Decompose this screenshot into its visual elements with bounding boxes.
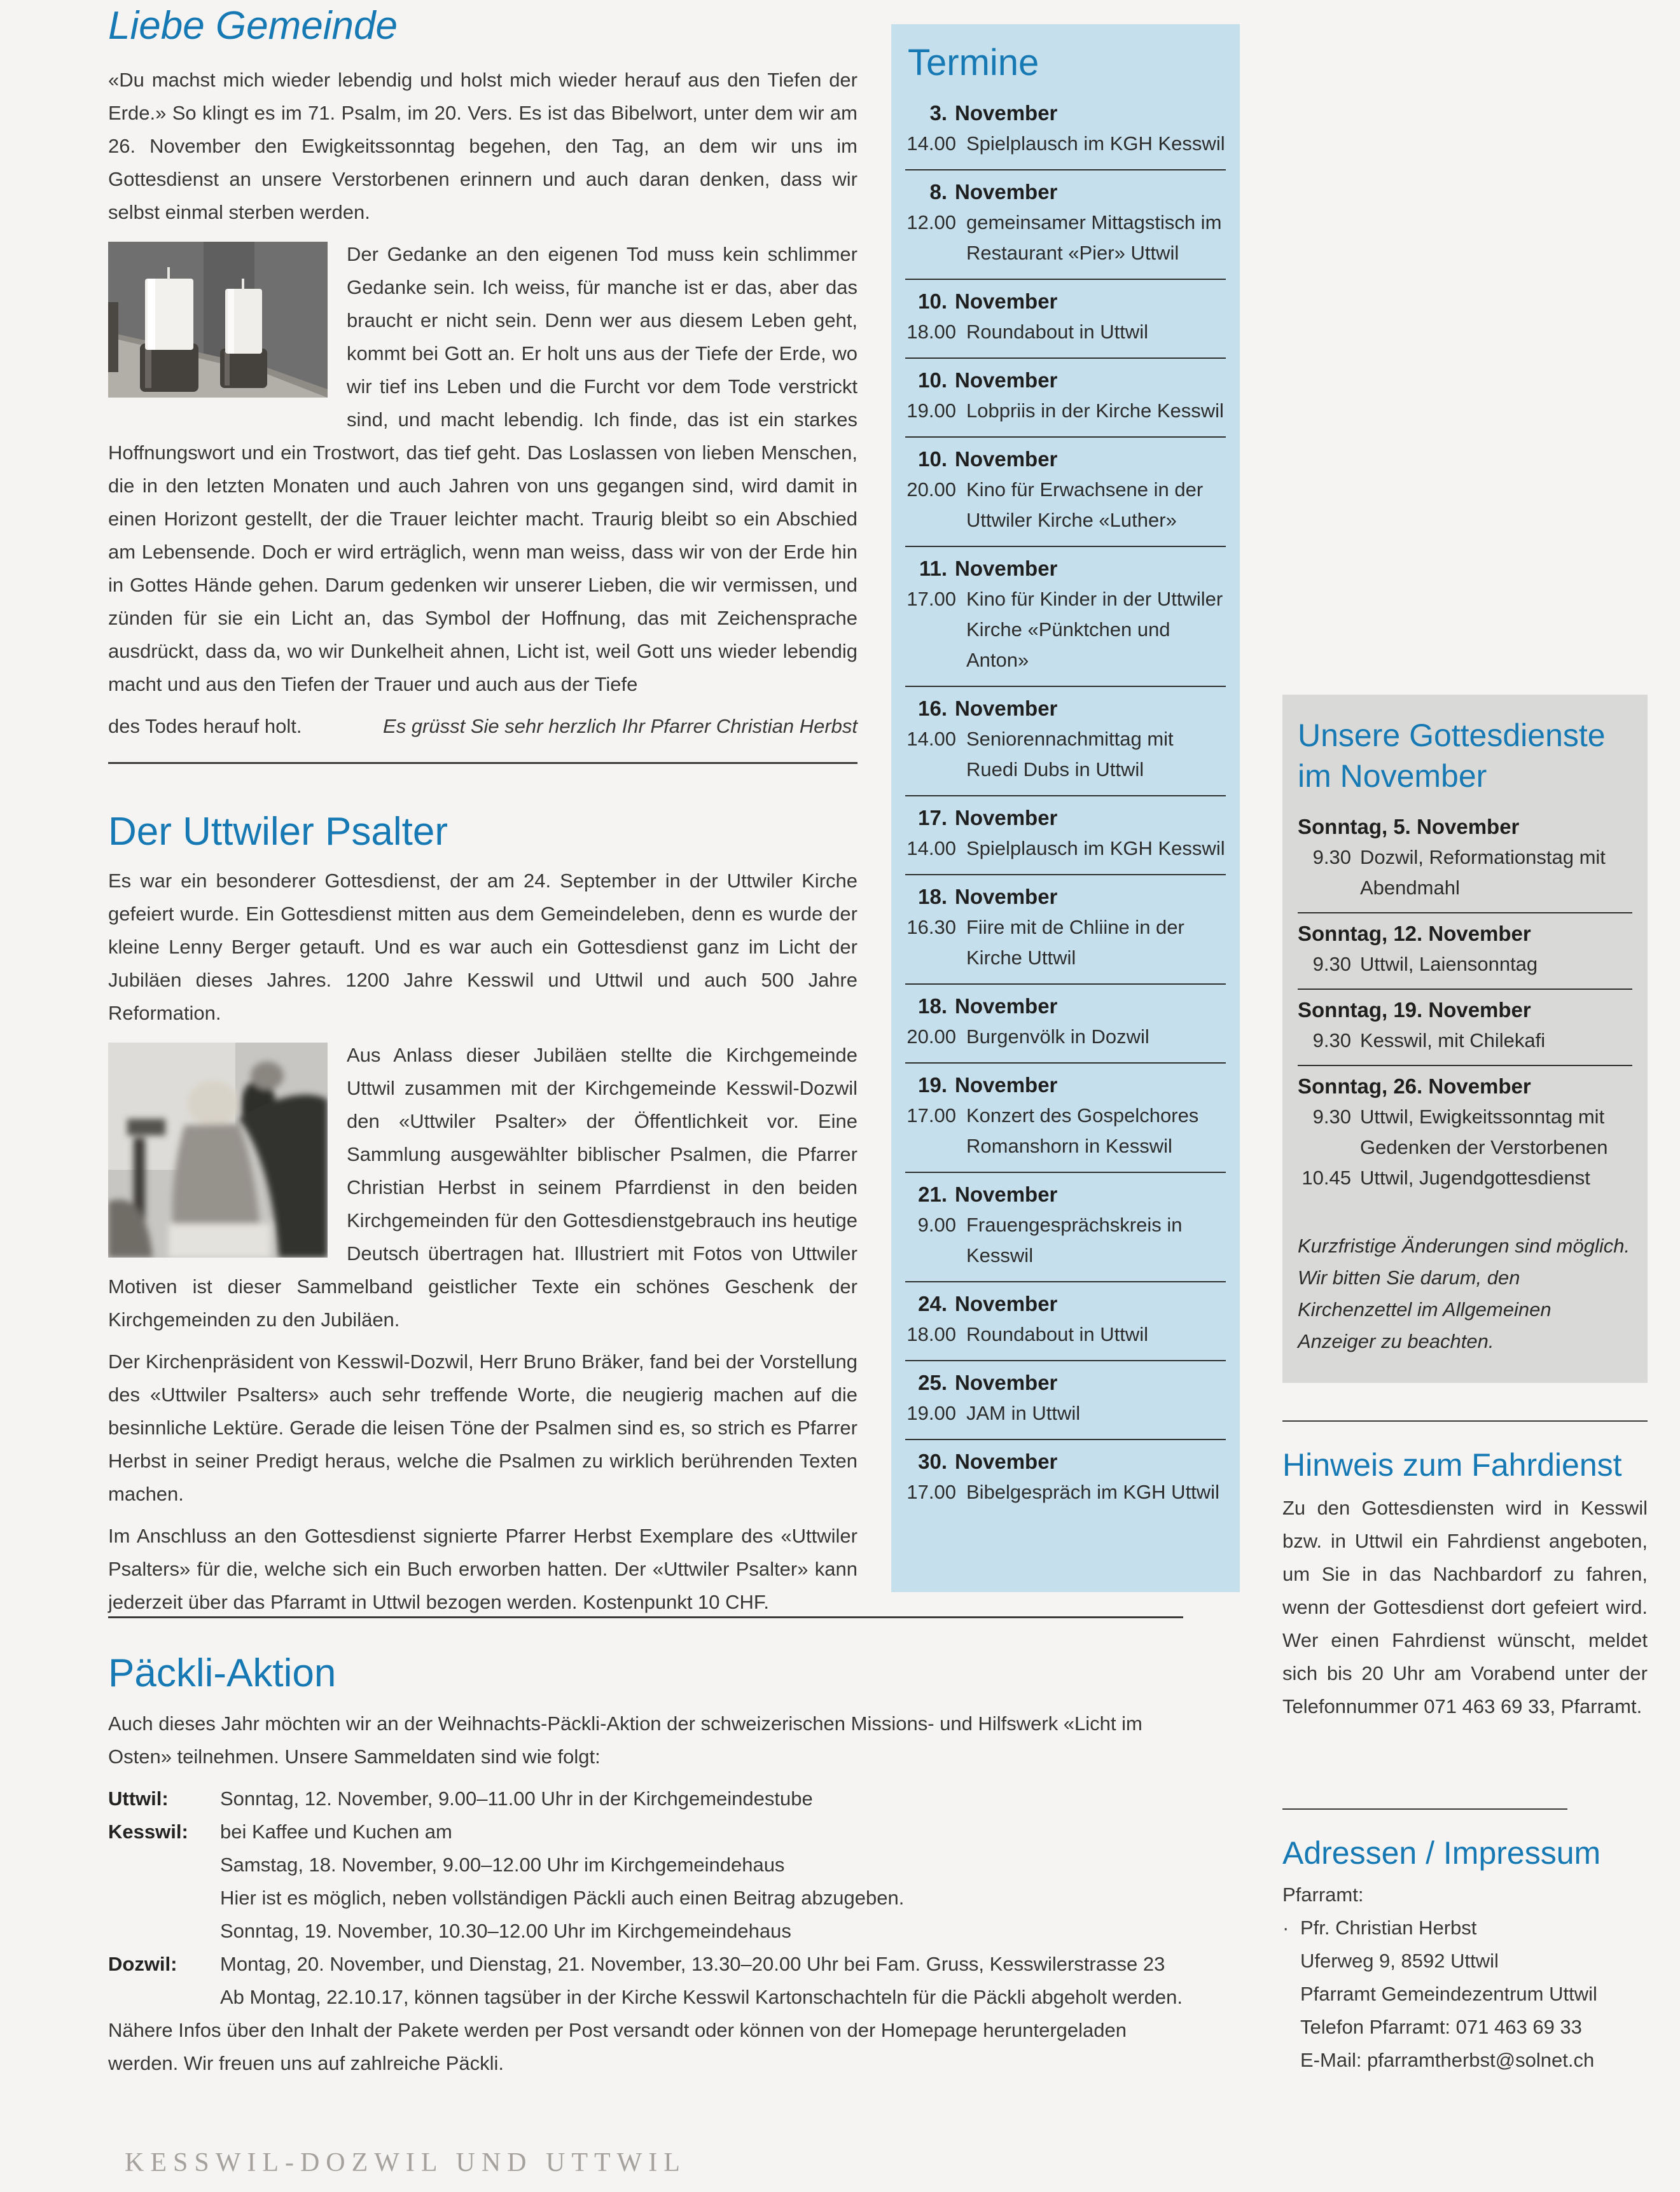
fahrdienst-section — [1282, 1420, 1648, 1723]
paeckli-date-line: Ab Montag, 22.10.17, können tagsüber in der Kirche Kesswil Kartonschachteln für die Päckli abgeholt werden. — [220, 1986, 1183, 2008]
impressum-subtitle: Pfarramt: — [1282, 1883, 1364, 1906]
service-day: Sonntag, 26. November — [1298, 1074, 1531, 1098]
event-date-month: November — [955, 1450, 1058, 1473]
psalter-paragraph-2-block — [108, 1039, 857, 1336]
section-title-paeckli: Päckli-Aktion — [108, 1651, 337, 1695]
service-time: 10.45 — [1302, 1167, 1351, 1189]
termine-box — [891, 24, 1240, 1592]
paeckli-collection-dates — [108, 1782, 1183, 2014]
event-row — [905, 1398, 1226, 1429]
event-row — [905, 128, 1226, 159]
event-date — [905, 693, 1226, 724]
fahrdienst-title: Hinweis zum Fahrdienst — [1282, 1447, 1622, 1483]
event-date-month: November — [955, 101, 1058, 125]
services-title: Unsere Gottesdienste im November — [1298, 718, 1606, 794]
event-date-month: November — [955, 557, 1058, 580]
event-date — [905, 1070, 1226, 1100]
event-date-number: 19. — [918, 1073, 947, 1097]
termine-entry — [905, 359, 1226, 438]
event-text: Roundabout in Uttwil — [966, 1323, 1149, 1345]
liebe-gemeinde-paragraph-2-block — [108, 238, 857, 701]
paeckli-location-label: Dozwil: — [108, 1953, 177, 1975]
event-text: Lobpriis in der Kirche Kesswil — [966, 399, 1224, 422]
event-text: Konzert des Gospelchores Romanshorn in Kesswil — [966, 1104, 1199, 1157]
event-time: 14.00 — [906, 132, 956, 155]
event-text: Roundabout in Uttwil — [966, 321, 1149, 343]
event-time: 19.00 — [906, 1402, 956, 1424]
termine-entry — [905, 985, 1226, 1064]
paeckli-outro: Nähere Infos über den Inhalt der Pakete werden per Post versandt oder können von der Homepage heruntergeladen werden. Wir freuen uns auf zahlreiche Päckli. — [108, 2019, 1127, 2074]
event-date-month: November — [955, 885, 1058, 908]
event-date — [905, 1368, 1226, 1398]
paeckli-row-lines — [220, 1948, 1183, 2014]
service-text: Uttwil, Ewigkeitssonntag mit Gedenken der Verstorbenen — [1360, 1106, 1608, 1158]
impressum-contact-line: Pfarramt Gemeindezentrum Uttwil — [1300, 1983, 1597, 2005]
termine-entry — [905, 92, 1226, 170]
event-row — [905, 207, 1226, 268]
event-date-month: November — [955, 289, 1058, 313]
event-time: 12.00 — [906, 211, 956, 233]
paeckli-date-line: Montag, 20. November, und Dienstag, 21. November, 13.30–20.00 Uhr bei Fam. Gruss, Kesswilerstrasse 23 — [220, 1953, 1165, 1975]
signature-row — [108, 710, 857, 743]
service-text: Uttwil, Laiensonntag — [1360, 953, 1538, 975]
psalter-paragraph-4: Im Anschluss an den Gottesdienst signierte Pfarrer Herbst Exemplare des «Uttwiler Psalters» für die, welche sich ein Buch erworben hatten. Der «Uttwiler Psalter» kann jederzeit über das Pfarramt in Uttwil bezogen werden. Kostenpunkt 10 CHF. — [108, 1525, 857, 1613]
impressum-title: Adressen / Impressum — [1282, 1835, 1601, 1871]
event-date — [905, 286, 1226, 317]
event-date-number: 17. — [918, 806, 947, 829]
event-text: Seniorennachmittag mit Ruedi Dubs in Uttwil — [966, 728, 1174, 780]
termine-entry — [905, 687, 1226, 796]
termine-entry — [905, 875, 1226, 985]
paeckli-row-lines — [220, 1815, 1183, 1948]
event-date-month: November — [955, 180, 1058, 204]
event-row — [905, 584, 1226, 676]
event-row — [905, 1319, 1226, 1350]
event-row — [905, 396, 1226, 426]
event-date — [905, 365, 1226, 396]
event-date-number: 25. — [918, 1371, 947, 1394]
event-text: JAM in Uttwil — [966, 1402, 1081, 1424]
event-text: Kino für Erwachsene in der Uttwiler Kirche «Luther» — [966, 478, 1204, 531]
page-footer-masthead: KESSWIL-DOZWIL UND UTTWIL — [125, 2148, 686, 2177]
impressum-section — [1282, 1808, 1648, 2077]
paeckli-date-line: Hier ist es möglich, neben vollständigen Päckli auch einen Beitrag abzugeben. — [220, 1887, 905, 1909]
service-time: 9.30 — [1312, 846, 1351, 868]
event-time: 18.00 — [906, 1323, 956, 1345]
event-date-number: 10. — [918, 447, 947, 471]
paeckli-intro: Auch dieses Jahr möchten wir an der Weihnachts-Päckli-Aktion der schweizerischen Missions- und Hilfswerk «Licht im Osten» teilnehmen. Unsere Sammeldaten sind wie folgt: — [108, 1712, 1142, 1768]
impressum-contact-line — [1282, 1911, 1648, 1945]
psalter-paragraph-3: Der Kirchenpräsident von Kesswil-Dozwil, Herr Bruno Bräker, fand bei der Vorstellung des «Uttwiler Psalters» auch sehr treffende Worte, die neugierig machen auf die besinnliche Lektüre. Gerade die leisen Töne der Psalmen sind es, so strich es Pfarrer Herbst in seiner Predigt heraus, welche die Psalmen zu wirklich berührenden Texten machen. — [108, 1350, 857, 1505]
service-text: Dozwil, Reformationstag mit Abendmahl — [1360, 846, 1606, 899]
services-box — [1282, 695, 1648, 1383]
event-date-month: November — [955, 1073, 1058, 1097]
paeckli-date-line: Samstag, 18. November, 9.00–12.00 Uhr im Kirchgemeindehaus — [220, 1854, 785, 1876]
liebe-gemeinde-paragraph-2: Der Gedanke an den eigenen Tod muss kein schlimmer Gedanke sein. Ich weiss, für manche ist er das, aber das braucht er nicht sein. Denn wer aus diesem Leben geht, kommt bei Gott an. Er holt uns aus der Tiefe der Erde, wo wir tief ins Leben und die Furcht vor dem Tode verstrickt sind, und macht lebendig. Ich finde, das ist ein starkes Hoffnungswort und ein Trostwort, das tief geht. Das Loslassen von lieben Menschen, die in den letzten Monaten und auch Jahren von uns gegangen sind, wird damit in einen Horizont gestellt, der die Trauer leichter macht. Traurig bleibt so ein Abschied am Lebensende. Doch er wird erträglich, wenn man weiss, dass wir von der Erde hin in Gottes Hände gehen. Darum gedenken wir unserer Lieben, die wir vermissen, und zünden für sie ein Licht an, das Symbol der Hoffnung, das mit Zeichensprache ausdrückt, dass da, wo wir Dunkelheit ahnen, Licht ist, weil Gott uns wieder lebendig macht und aus den Tiefen der Trauer und auch aus der Tiefe — [108, 243, 857, 695]
termine-entry — [905, 796, 1226, 875]
service-time: 9.30 — [1312, 1029, 1351, 1051]
event-time: 17.00 — [906, 1481, 956, 1503]
event-date-number: 10. — [918, 289, 947, 313]
event-date-month: November — [955, 994, 1058, 1018]
termine-list — [905, 92, 1226, 1518]
list-bullet: · — [1282, 1917, 1289, 1939]
event-date-month: November — [955, 806, 1058, 829]
event-text: gemeinsamer Mittagstisch im Restaurant «Pier» Uttwil — [966, 211, 1222, 264]
termine-entry — [905, 280, 1226, 359]
service-text: Kesswil, mit Chilekafi — [1360, 1029, 1546, 1051]
impressum-contact-line: Uferweg 9, 8592 Uttwil — [1300, 1950, 1499, 1972]
event-text: Frauengesprächskreis in Kesswil — [966, 1214, 1183, 1266]
event-date — [905, 1289, 1226, 1319]
service-row — [1298, 949, 1632, 980]
event-date-month: November — [955, 1371, 1058, 1394]
event-row — [905, 1022, 1226, 1052]
service-entry — [1298, 807, 1632, 913]
services-list — [1298, 807, 1632, 1202]
event-date-month: November — [955, 697, 1058, 720]
event-text: Spielplausch im KGH Kesswil — [966, 837, 1225, 859]
paeckli-location-label: Uttwil: — [108, 1787, 169, 1810]
section-divider-rule — [108, 762, 857, 764]
event-text: Bibelgespräch im KGH Uttwil — [966, 1481, 1219, 1503]
event-date-month: November — [955, 447, 1058, 471]
paeckli-location-label: Kesswil: — [108, 1821, 188, 1843]
paeckli-date-line: bei Kaffee und Kuchen am — [220, 1821, 452, 1843]
event-text: Kino für Kinder in der Uttwiler Kirche «Pünktchen und Anton» — [966, 588, 1223, 671]
event-date-number: 3. — [929, 101, 947, 125]
service-entry — [1298, 913, 1632, 990]
service-time: 9.30 — [1312, 953, 1351, 975]
event-row — [905, 317, 1226, 347]
event-date-number: 18. — [918, 994, 947, 1018]
event-time: 20.00 — [906, 478, 956, 501]
event-date — [905, 444, 1226, 475]
service-text: Uttwil, Jugendgottesdienst — [1360, 1167, 1590, 1189]
paeckli-row-lines — [220, 1782, 1183, 1815]
pastor-signature: Es grüsst Sie sehr herzlich Ihr Pfarrer Christian Herbst — [383, 715, 857, 737]
termine-entry — [905, 1361, 1226, 1440]
event-time: 17.00 — [906, 1104, 956, 1127]
event-date-number: 24. — [918, 1292, 947, 1315]
event-time: 9.00 — [917, 1214, 956, 1236]
paeckli-row — [108, 1948, 1183, 2014]
paeckli-row — [108, 1782, 1183, 1815]
fahrdienst-body: Zu den Gottesdiensten wird in Kesswil bzw. in Uttwil ein Fahrdienst angeboten, um Sie in das Nachbardorf zu fahren, wenn der Gottesdienst dort gefeiert wird. Wer einen Fahrdienst wünscht, meldet sich bis 20 Uhr am Vorabend unter der Telefonnummer 071 463 69 33, Pfarramt. — [1282, 1497, 1648, 1717]
event-time: 14.00 — [906, 728, 956, 750]
event-date — [905, 1179, 1226, 1210]
event-date — [905, 882, 1226, 912]
event-date-number: 21. — [918, 1183, 947, 1206]
termine-entry — [905, 547, 1226, 687]
event-row — [905, 475, 1226, 536]
event-date — [905, 991, 1226, 1022]
event-date-number: 10. — [918, 368, 947, 392]
impressum-contact-line: Telefon Pfarramt: 071 463 69 33 — [1300, 2016, 1582, 2038]
service-entry — [1298, 1066, 1632, 1202]
event-row — [905, 1477, 1226, 1508]
service-row — [1298, 1025, 1632, 1056]
event-date — [905, 553, 1226, 584]
service-day: Sonntag, 19. November — [1298, 998, 1531, 1022]
termine-entry — [905, 438, 1226, 547]
event-date-month: November — [955, 1183, 1058, 1206]
impressum-contact-line: E-Mail: pfarramtherbst@solnet.ch — [1300, 2049, 1595, 2071]
service-row — [1298, 1163, 1632, 1193]
service-row — [1298, 842, 1632, 903]
impressum-contact-name: Pfr. Christian Herbst — [1300, 1917, 1477, 1939]
termine-title: Termine — [908, 42, 1039, 83]
service-time: 9.30 — [1312, 1106, 1351, 1128]
paeckli-date-line: Sonntag, 19. November, 10.30–12.00 Uhr im Kirchgemeindehaus — [220, 1920, 791, 1942]
event-row — [905, 724, 1226, 785]
termine-entry — [905, 1173, 1226, 1282]
paragraph-last-line: des Todes herauf holt. — [108, 715, 302, 737]
paeckli-section — [108, 1616, 1183, 2089]
event-text: Fiire mit de Chliine in der Kirche Uttwil — [966, 916, 1184, 969]
event-time: 16.30 — [906, 916, 956, 938]
event-date — [905, 98, 1226, 128]
event-time: 18.00 — [906, 321, 956, 343]
event-text: Burgenvölk in Dozwil — [966, 1025, 1149, 1048]
impressum-lines — [1282, 1911, 1648, 2077]
section-title-psalter: Der Uttwiler Psalter — [108, 810, 448, 854]
impressum-divider-rule — [1282, 1808, 1567, 1810]
left-column — [108, 4, 857, 1628]
termine-entry — [905, 1440, 1226, 1518]
service-day: Sonntag, 5. November — [1298, 815, 1520, 838]
event-date-month: November — [955, 368, 1058, 392]
paeckli-row — [108, 1815, 1183, 1948]
termine-entry — [905, 1282, 1226, 1361]
section-title-liebe-gemeinde: Liebe Gemeinde — [108, 4, 398, 48]
event-text: Spielplausch im KGH Kesswil — [966, 132, 1225, 155]
event-date-number: 30. — [918, 1450, 947, 1473]
event-date — [905, 1446, 1226, 1477]
event-row — [905, 1100, 1226, 1162]
paeckli-date-line: Sonntag, 12. November, 9.00–11.00 Uhr in der Kirchgemeindestube — [220, 1787, 813, 1810]
candles-photo — [108, 242, 328, 398]
services-note: Kurzfristige Änderungen sind möglich. Wir bitten Sie darum, den Kirchenzettel im Allgemeinen Anzeiger zu beachten. — [1298, 1235, 1630, 1352]
event-time: 19.00 — [906, 399, 956, 422]
psalter-paragraph-2: Aus Anlass dieser Jubiläen stellte die Kirchgemeinde Uttwil zusammen mit der Kirchgemeinde Kesswil-Dozwil den «Uttwiler Psalter» der Öffentlichkeit vor. Eine Sammlung ausgewählter biblischer Psalmen, die Pfarrer Christian Herbst in seinem Pfarrdienst in den beiden Kirchgemeinden für den Gottesdienstgebrauch ins heutige Deutsch übertragen hat. Illustriert mit Fotos von Uttwiler Motiven ist dieser Sammelband geistlicher Texte ein schönes Geschenk der Kirchgemeinden zu den Jubiläen. — [108, 1044, 857, 1331]
event-date-number: 11. — [919, 557, 947, 580]
event-date — [905, 177, 1226, 207]
event-date-number: 16. — [918, 697, 947, 720]
termine-entry — [905, 1064, 1226, 1173]
service-entry — [1298, 990, 1632, 1066]
service-row — [1298, 1102, 1632, 1163]
psalter-paragraph-1: Es war ein besonderer Gottesdienst, der am 24. September in der Uttwiler Kirche gefeiert wurde. Ein Gottesdienst mitten aus dem Gemeindeleben, denn es wurde der kleine Lenny Berger getauft. Und es war auch ein Gottesdienst ganz im Licht der Jubiläen dieses Jahres. 1200 Jahre Kesswil und Uttwil und auch 500 Jahre Reformation. — [108, 870, 857, 1024]
event-time: 14.00 — [906, 837, 956, 859]
event-date-number: 18. — [918, 885, 947, 908]
event-row — [905, 912, 1226, 973]
event-date — [905, 803, 1226, 833]
event-row — [905, 833, 1226, 864]
event-date-number: 8. — [929, 180, 947, 204]
liebe-gemeinde-paragraph-1: «Du machst mich wieder lebendig und holst mich wieder herauf aus den Tiefen der Erde.» So klingt es im 71. Psalm, im 20. Vers. Es ist das Bibelwort, unter dem wir am 26. November den Ewigkeitssonntag begehen, den Tag, an dem wir uns im Gottesdienst an unsere Verstorbenen erinnern und auch daran denken, dass wir selbst einmal sterben werden. — [108, 69, 857, 223]
event-time: 20.00 — [906, 1025, 956, 1048]
baptism-signing-photo — [108, 1043, 328, 1258]
event-date-month: November — [955, 1292, 1058, 1315]
service-day: Sonntag, 12. November — [1298, 922, 1531, 945]
event-time: 17.00 — [906, 588, 956, 610]
event-row — [905, 1210, 1226, 1271]
termine-entry — [905, 170, 1226, 280]
